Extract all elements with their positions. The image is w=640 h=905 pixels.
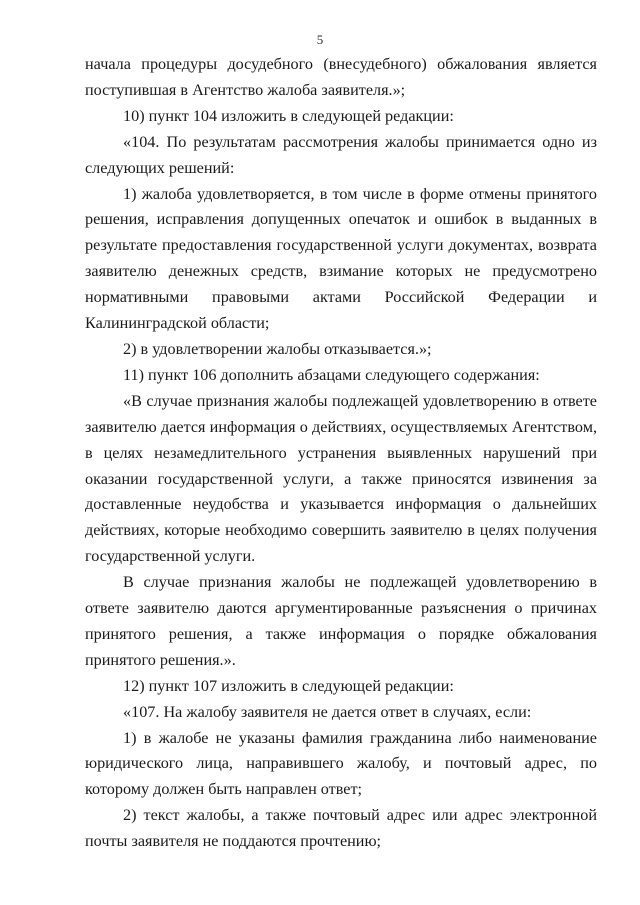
paragraph-107-case-2: 2) текст жалобы, а также почтовый адрес или адрес электронной почты заявителя не поддаются прочтению; (85, 806, 597, 851)
paragraph-106-not-satisfied: В случае признания жалобы не подлежащей удовлетворению в ответе заявителю даются аргументированные разъяснения о причинах принятого решения, а также информация о порядке обжалования принятого решения.». (85, 573, 597, 669)
page-number: 5 (316, 32, 324, 47)
paragraph-continuation: начала процедуры досудебного (внесудебного) обжалования является поступившая в Агентство жалоба заявителя.»; (85, 55, 597, 99)
paragraph-107-case-1: 1) в жалобе не указаны фамилия гражданина либо наименование юридического лица, направившего жалобу, и почтовый адрес, по которому должен быть направлен ответ; (85, 728, 597, 799)
paragraph-107: «107. На жалобу заявителя не дается ответ в случаях, если: (123, 702, 532, 721)
paragraph-104: «104. По результатам рассмотрения жалобы принимается одно из следующих решений: (85, 132, 597, 177)
paragraph-item-11: 11) пункт 106 дополнить абзацами следующего содержания: (123, 365, 540, 384)
paragraph-item-12: 12) пункт 107 изложить в следующей редакции: (123, 676, 454, 695)
paragraph-item-10: 10) пункт 104 изложить в следующей редакции: (123, 106, 454, 125)
paragraph-104-option-2: 2) в удовлетворении жалобы отказывается.»; (123, 339, 432, 358)
paragraph-106-satisfied: «В случае признания жалобы подлежащей удовлетворению в ответе заявителю дается информация о действиях, осуществляемых Агентством, в целях незамедлительного устранения выявленных нарушений при оказании государственной услуги, а также приносятся извинения за доставленные неудобства и указывается информация о дальнейших действиях, которые необходимо совершить заявителю в целях получения государственной услуги. (85, 391, 597, 566)
paragraph-104-option-1: 1) жалоба удовлетворяется, в том числе в форме отмены принятого решения, исправления допущенных опечаток и ошибок в выданных в результате предоставления государственной услуги документах, возврата заявителю денежных средств, взимание которых не предусмотрено нормативными правовыми актами Российской Федерации и Калининградской области; (85, 184, 597, 333)
document-body (85, 52, 597, 855)
